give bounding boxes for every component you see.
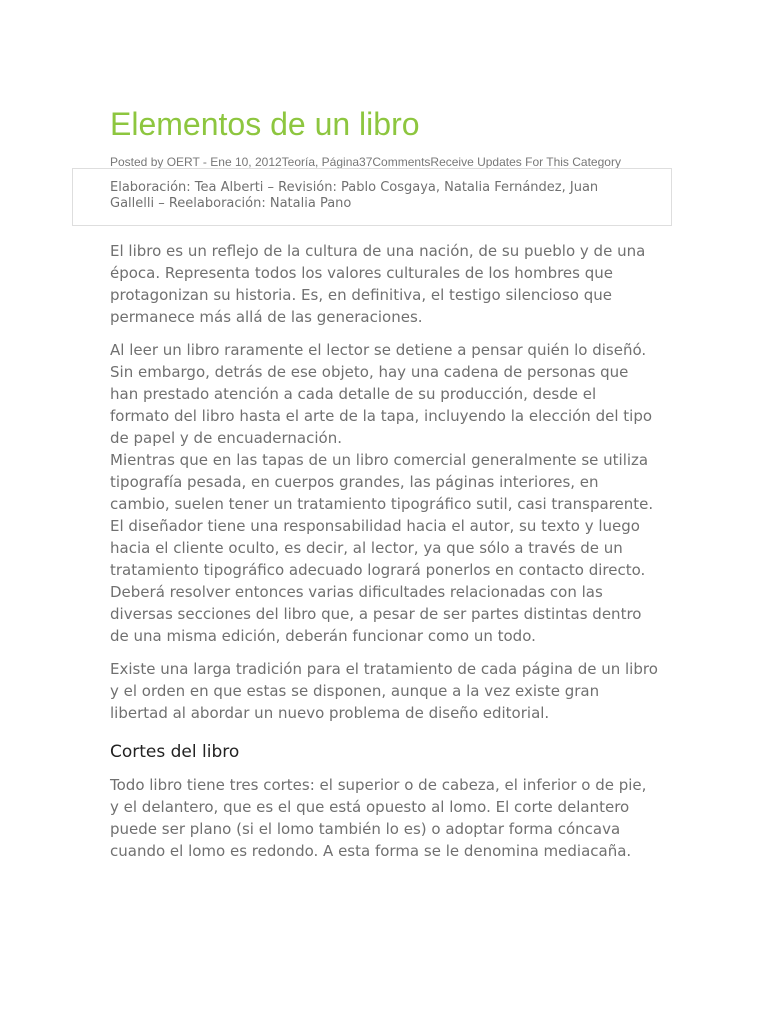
article-body: [110, 240, 660, 873]
article-paragraph-3: Mientras que en las tapas de un libro comercial generalmente se utiliza tipografía pesada, en cuerpos grandes, las páginas interiores, en cambio, suelen tener un tratamiento tipográfico sutil, casi transparente. El diseñador tiene una responsabilidad hacia el autor, su texto y luego hacia el cliente oculto, es decir, al lector, ya que sólo a través de un tratamiento tipográfico adecuado logrará ponerlos en contacto directo. Deberá resolver entonces varias dificultades relacionadas con las diversas secciones del libro que, a pesar de ser partes distintas dentro de una misma edición, deberán funcionar como un todo.: [110, 451, 654, 645]
page-title: Elementos de un libro: [110, 106, 420, 142]
article-paragraph-1: El libro es un reflejo de la cultura de una nación, de su pueblo y de una época. Representa todos los valores culturales de los hombres que protagonizan su historia. Es, en definitiva, el testigo silencioso que permanece más allá de las generaciones.: [110, 242, 646, 326]
article-paragraph-2: Al leer un libro raramente el lector se detiene a pensar quién lo diseñó. Sin embargo, detrás de ese objeto, hay una cadena de personas que han prestado atención a cada detalle de su producción, desde el formato del libro hasta el arte de la tapa, incluyendo la elección del tipo de papel y de encuadernación.: [110, 341, 653, 447]
credits-text: Elaboración: Tea Alberti – Revisión: Pablo Cosgaya, Natalia Fernández, Juan Gallelli – Reelaboración: Natalia Pano: [110, 180, 599, 211]
post-meta: Posted by OERT - Ene 10, 2012Teoría, Página37CommentsReceive Updates For This Category: [110, 155, 621, 169]
article-paragraph-4: Existe una larga tradición para el tratamiento de cada página de un libro y el orden en que estas se disponen, aunque a la vez existe gran libertad al abordar un nuevo problema de diseño editorial.: [110, 660, 658, 722]
section-paragraph: Todo libro tiene tres cortes: el superior o de cabeza, el inferior o de pie, y el delantero, que es el que está opuesto al lomo. El corte delantero puede ser plano (si el lomo también lo es) o adoptar forma cóncava cuando el lomo es redondo. A esta forma se le denomina mediacaña.: [110, 776, 647, 860]
section-heading: Cortes del libro: [110, 742, 240, 762]
credits-box: [72, 168, 672, 226]
